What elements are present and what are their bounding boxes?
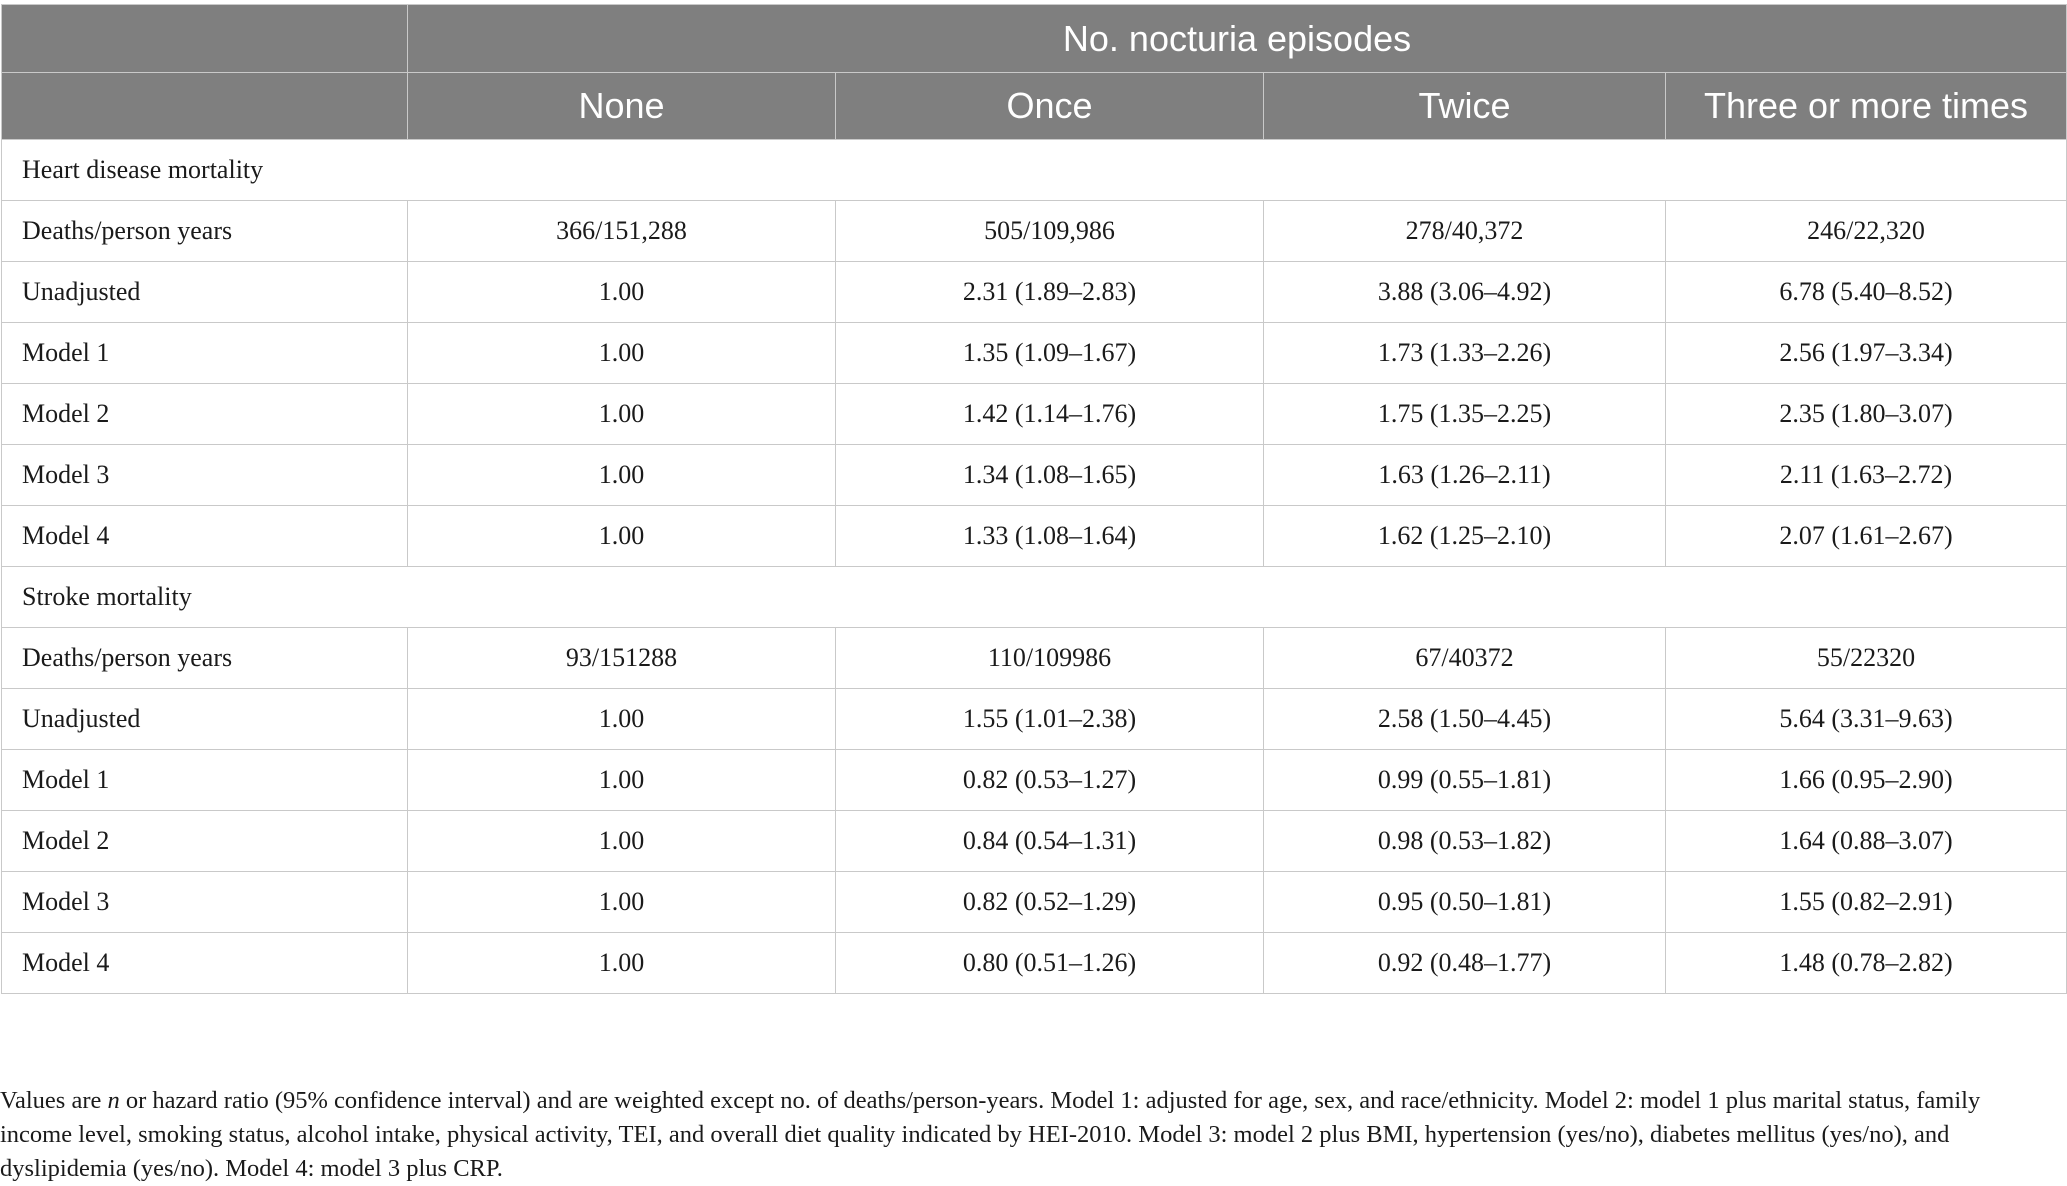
table-row xyxy=(2,872,2067,933)
table-cell: 1.34 (1.08–1.65) xyxy=(836,445,1264,506)
header-corner-cell xyxy=(2,5,408,73)
header-corner-cell xyxy=(2,73,408,140)
table-cell: 93/151288 xyxy=(408,628,836,689)
table-cell: 0.98 (0.53–1.82) xyxy=(1264,811,1666,872)
column-header-twice: Twice xyxy=(1264,73,1666,140)
table-row xyxy=(2,628,2067,689)
row-label: Model 1 xyxy=(2,323,408,384)
table-cell: 0.99 (0.55–1.81) xyxy=(1264,750,1666,811)
table-cell: 0.95 (0.50–1.81) xyxy=(1264,872,1666,933)
column-header-none: None xyxy=(408,73,836,140)
row-label: Model 2 xyxy=(2,384,408,445)
table-cell: 278/40,372 xyxy=(1264,201,1666,262)
table-cell: 1.48 (0.78–2.82) xyxy=(1666,933,2067,994)
table-cell: 2.11 (1.63–2.72) xyxy=(1666,445,2067,506)
table-cell: 0.92 (0.48–1.77) xyxy=(1264,933,1666,994)
table-cell: 1.42 (1.14–1.76) xyxy=(836,384,1264,445)
table-cell: 0.82 (0.53–1.27) xyxy=(836,750,1264,811)
header-row-columns xyxy=(2,73,2067,140)
table-cell: 2.56 (1.97–3.34) xyxy=(1666,323,2067,384)
row-label: Model 3 xyxy=(2,445,408,506)
table-cell: 1.66 (0.95–2.90) xyxy=(1666,750,2067,811)
table-row xyxy=(2,201,2067,262)
table-cell: 1.00 xyxy=(408,384,836,445)
footnote-prefix: Values are xyxy=(0,1086,108,1114)
table-cell: 6.78 (5.40–8.52) xyxy=(1666,262,2067,323)
table-cell: 55/22320 xyxy=(1666,628,2067,689)
table-row xyxy=(2,506,2067,567)
column-header-once: Once xyxy=(836,73,1264,140)
table-row xyxy=(2,445,2067,506)
table-cell: 5.64 (3.31–9.63) xyxy=(1666,689,2067,750)
table-cell: 110/109986 xyxy=(836,628,1264,689)
row-label: Model 3 xyxy=(2,872,408,933)
table-cell: 1.35 (1.09–1.67) xyxy=(836,323,1264,384)
table-cell: 1.00 xyxy=(408,872,836,933)
header-group-label: No. nocturia episodes xyxy=(408,5,2067,73)
table-footnote xyxy=(0,1084,2040,1186)
footnote-italic-n: n xyxy=(107,1086,120,1114)
table-row xyxy=(2,933,2067,994)
table-cell: 1.00 xyxy=(408,262,836,323)
table-row xyxy=(2,689,2067,750)
table-cell: 2.07 (1.61–2.67) xyxy=(1666,506,2067,567)
results-table xyxy=(1,4,2067,994)
row-label: Model 1 xyxy=(2,750,408,811)
row-label: Deaths/person years xyxy=(2,628,408,689)
column-header-three-or-more: Three or more times xyxy=(1666,73,2067,140)
table-cell: 1.00 xyxy=(408,506,836,567)
table-cell: 0.82 (0.52–1.29) xyxy=(836,872,1264,933)
table-cell: 0.80 (0.51–1.26) xyxy=(836,933,1264,994)
table-cell: 1.75 (1.35–2.25) xyxy=(1264,384,1666,445)
table-cell: 1.00 xyxy=(408,811,836,872)
section-title: Stroke mortality xyxy=(2,567,2067,628)
table-cell: 366/151,288 xyxy=(408,201,836,262)
table-cell: 1.73 (1.33–2.26) xyxy=(1264,323,1666,384)
table-cell: 1.00 xyxy=(408,933,836,994)
table-cell: 3.88 (3.06–4.92) xyxy=(1264,262,1666,323)
row-label: Model 4 xyxy=(2,506,408,567)
footnote-text: or hazard ratio (95% confidence interval) and are weighted except no. of deaths/person-years. Model 1: adjusted for age, sex, and race/ethnicity. Model 2: model 1 plus marital status, family income level, smoking status, alcohol intake, physical activity, TEI, and overall diet quality indicated by HEI-2010. Model 3: model 2 plus BMI, hypertension (yes/no), diabetes mellitus (yes/no), and dyslipidemia (yes/no). Model 4: model 3 plus CRP. xyxy=(0,1086,1981,1182)
row-label: Model 4 xyxy=(2,933,408,994)
table-cell: 1.55 (1.01–2.38) xyxy=(836,689,1264,750)
table-cell: 1.62 (1.25–2.10) xyxy=(1264,506,1666,567)
row-label: Unadjusted xyxy=(2,262,408,323)
table-cell: 2.58 (1.50–4.45) xyxy=(1264,689,1666,750)
table-cell: 505/109,986 xyxy=(836,201,1264,262)
table-cell: 1.33 (1.08–1.64) xyxy=(836,506,1264,567)
header-row-group xyxy=(2,5,2067,73)
table-cell: 1.55 (0.82–2.91) xyxy=(1666,872,2067,933)
table-cell: 246/22,320 xyxy=(1666,201,2067,262)
row-label: Model 2 xyxy=(2,811,408,872)
table-cell: 1.00 xyxy=(408,445,836,506)
table-cell: 1.00 xyxy=(408,750,836,811)
section-heading-row xyxy=(2,140,2067,201)
table-row xyxy=(2,262,2067,323)
table-row xyxy=(2,811,2067,872)
table-row xyxy=(2,384,2067,445)
table-cell: 2.31 (1.89–2.83) xyxy=(836,262,1264,323)
table-cell: 1.00 xyxy=(408,689,836,750)
table-cell: 1.64 (0.88–3.07) xyxy=(1666,811,2067,872)
row-label: Unadjusted xyxy=(2,689,408,750)
table-cell: 1.63 (1.26–2.11) xyxy=(1264,445,1666,506)
table-cell: 67/40372 xyxy=(1264,628,1666,689)
table-row xyxy=(2,750,2067,811)
section-title: Heart disease mortality xyxy=(2,140,2067,201)
table-cell: 0.84 (0.54–1.31) xyxy=(836,811,1264,872)
row-label: Deaths/person years xyxy=(2,201,408,262)
table-cell: 2.35 (1.80–3.07) xyxy=(1666,384,2067,445)
table-cell: 1.00 xyxy=(408,323,836,384)
table-container xyxy=(0,4,2067,994)
section-heading-row xyxy=(2,567,2067,628)
table-row xyxy=(2,323,2067,384)
